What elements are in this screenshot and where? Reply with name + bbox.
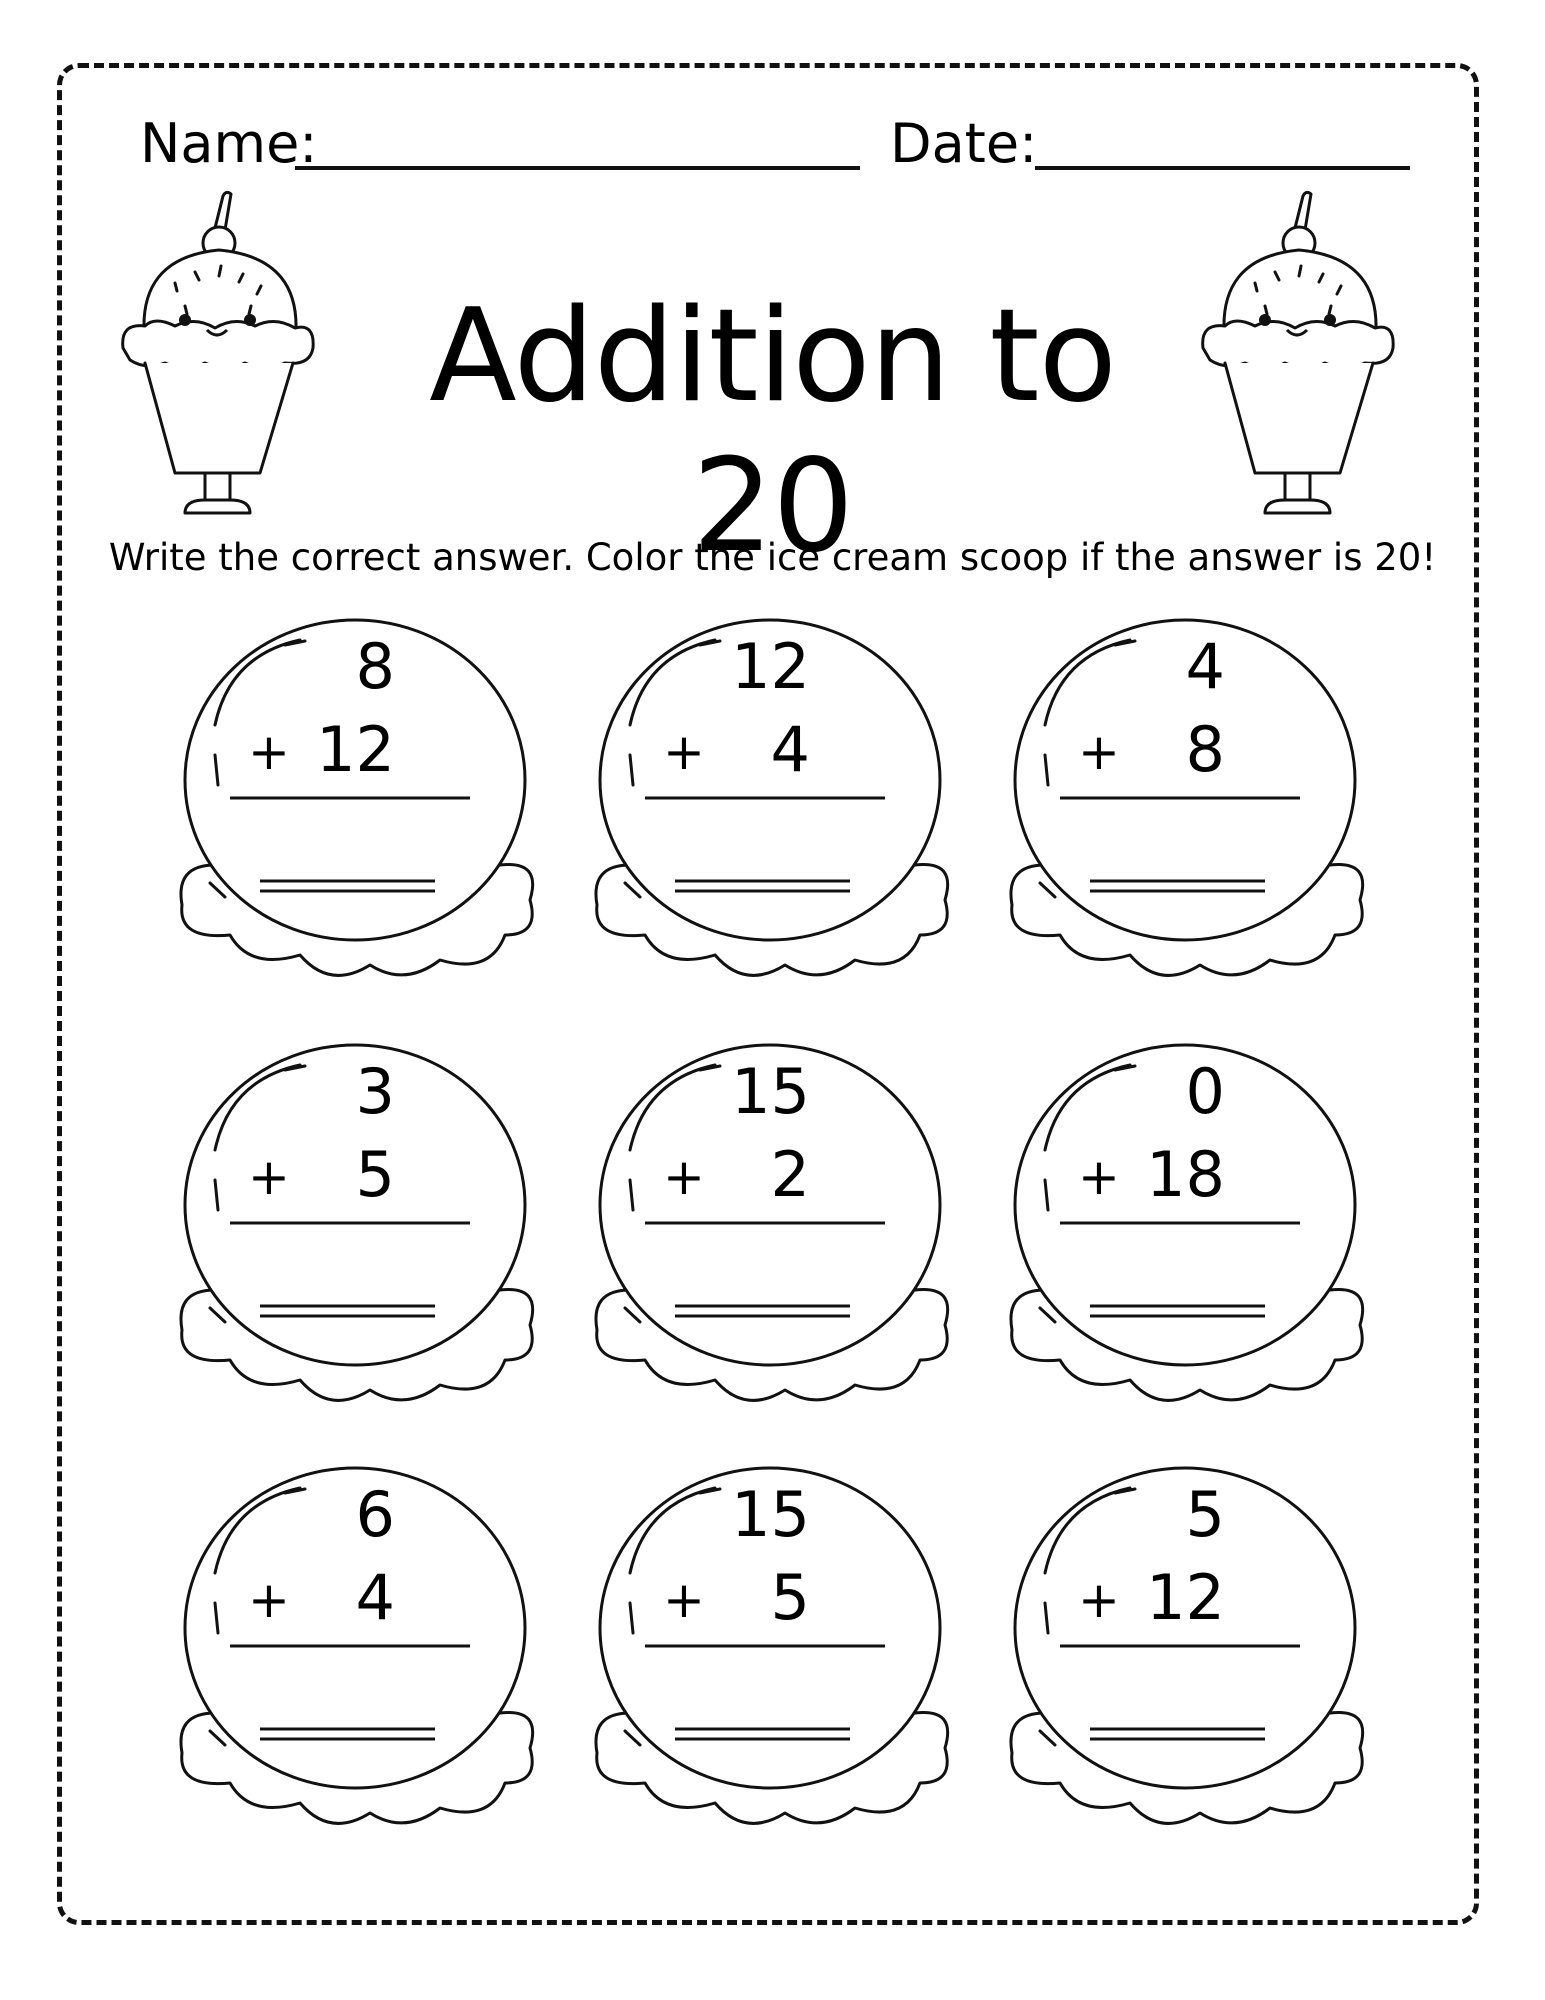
bottom-addend: 5 (355, 1138, 395, 1211)
bottom-addend: 12 (316, 713, 395, 786)
ice-cream-cup-icon (1195, 188, 1400, 528)
addition-problem (170, 1040, 540, 1420)
header-row (140, 110, 1410, 180)
bottom-addend: 4 (355, 1561, 395, 1634)
answer-field[interactable] (1090, 1245, 1265, 1320)
top-addend: 5 (1185, 1478, 1225, 1551)
bottom-addend: 18 (1146, 1138, 1225, 1211)
answer-field[interactable] (675, 820, 850, 895)
date-field[interactable] (1035, 166, 1410, 170)
top-addend: 8 (355, 630, 395, 703)
plus-sign: + (663, 1571, 705, 1629)
date-label: Date: (890, 112, 1038, 175)
addition-problem (585, 615, 955, 995)
top-addend: 15 (731, 1478, 810, 1551)
plus-sign: + (248, 1571, 290, 1629)
answer-field[interactable] (260, 1245, 435, 1320)
addition-problem (1000, 1463, 1370, 1843)
plus-sign: + (248, 1148, 290, 1206)
addition-problem (585, 1463, 955, 1843)
top-addend: 0 (1185, 1055, 1225, 1128)
top-addend: 4 (1185, 630, 1225, 703)
plus-sign: + (1078, 1148, 1120, 1206)
addition-problem (585, 1040, 955, 1420)
addition-problem (1000, 615, 1370, 995)
top-addend: 6 (355, 1478, 395, 1551)
answer-field[interactable] (675, 1245, 850, 1320)
page-title: Addition to 20 (429, 282, 1116, 581)
ice-cream-cup-icon (115, 188, 320, 528)
name-label: Name: (140, 112, 318, 175)
bottom-addend: 4 (770, 713, 810, 786)
answer-field[interactable] (1090, 1668, 1265, 1743)
instructions: Write the correct answer. Color the ice cream scoop if the answer is 20! (108, 536, 1437, 579)
bottom-addend: 2 (770, 1138, 810, 1211)
top-addend: 12 (731, 630, 810, 703)
top-addend: 15 (731, 1055, 810, 1128)
plus-sign: + (663, 1148, 705, 1206)
plus-sign: + (248, 723, 290, 781)
bottom-addend: 8 (1185, 713, 1225, 786)
answer-field[interactable] (260, 820, 435, 895)
bottom-addend: 5 (770, 1561, 810, 1634)
name-field[interactable] (295, 166, 860, 170)
answer-field[interactable] (1090, 820, 1265, 895)
plus-sign: + (1078, 1571, 1120, 1629)
answer-field[interactable] (675, 1668, 850, 1743)
addition-problem (170, 615, 540, 995)
plus-sign: + (1078, 723, 1120, 781)
top-addend: 3 (355, 1055, 395, 1128)
addition-problem (1000, 1040, 1370, 1420)
bottom-addend: 12 (1146, 1561, 1225, 1634)
plus-sign: + (663, 723, 705, 781)
answer-field[interactable] (260, 1668, 435, 1743)
addition-problem (170, 1463, 540, 1843)
